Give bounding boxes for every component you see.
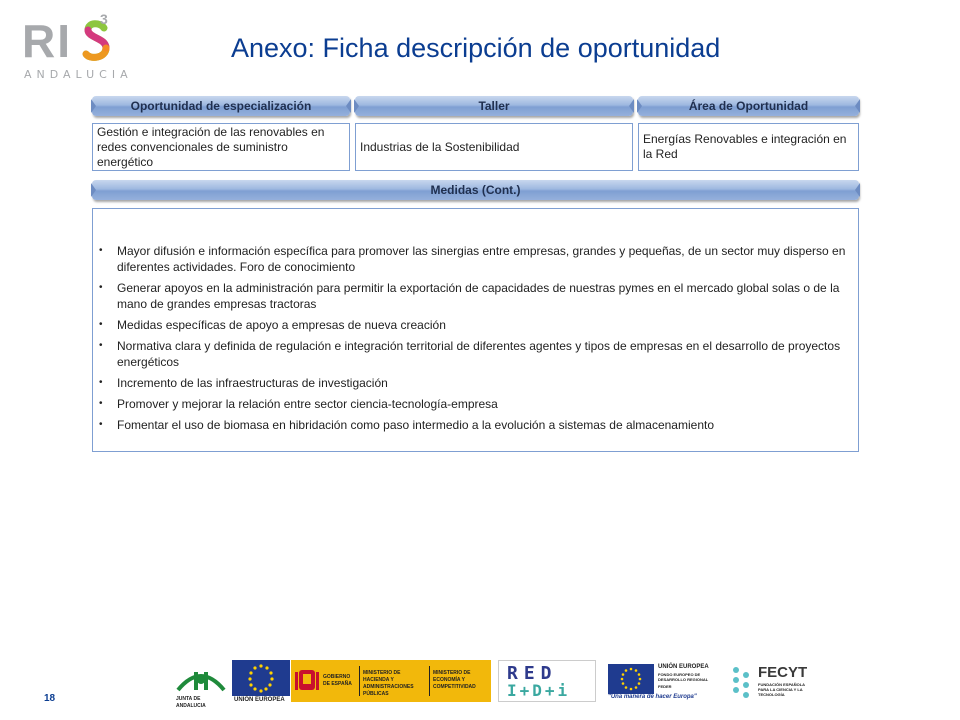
list-item — [93, 396, 860, 412]
measure-text: Fomentar el uso de biomasa en hibridación como paso intermedio a la evolución a sistemas de almacenamiento — [117, 418, 714, 432]
spain-coat-of-arms-icon — [295, 666, 319, 696]
junta-label: JUNTA DE ANDALUCIA — [176, 696, 206, 709]
measure-text: Generar apoyos en la administración para permitir la exportación de capacidades de nuestras pymes en el mercado global solas o de la mano de grandes empresas tractoras — [117, 281, 840, 311]
list-item — [93, 243, 860, 275]
value-oportunidad-text: Gestión e integración de las renovables en redes convencionales de suministro energético — [97, 124, 325, 169]
ue2-fondo: FONDO EUROPEO DE DESARROLLO REGIONAL — [658, 672, 709, 682]
list-item — [93, 375, 860, 391]
measure-text: Medidas específicas de apoyo a empresas de nueva creación — [117, 318, 446, 332]
min-hacienda-label: MINISTERIO DE HACIENDA Y ADMINISTRACIONES PÚBLICAS — [363, 670, 414, 697]
fecyt-sub-label: FUNDACIÓN ESPAÑOLA PARA LA CIENCIA Y LA TECNOLOGÍA — [758, 682, 805, 697]
bullet-icon: • — [99, 245, 103, 256]
header-taller-label: Taller — [478, 99, 510, 113]
fecyt-logo — [730, 660, 820, 702]
eu-flag-icon — [608, 664, 654, 694]
value-oportunidad — [92, 123, 350, 171]
bullet-icon: • — [99, 319, 103, 330]
bullet-icon: • — [99, 340, 103, 351]
fecyt-label: FECYT — [758, 664, 808, 681]
measure-text: Normativa clara y definida de regulación e integración territorial de diferentes agentes y tipos de empresas en el desarrollo de proyectos energéticos — [117, 339, 841, 369]
header-medidas — [92, 180, 859, 200]
divider — [429, 666, 430, 696]
gobierno-espana-logo — [291, 660, 491, 702]
ue-label: UNIÓN EUROPEA — [234, 697, 285, 703]
eu-flag-icon — [232, 660, 290, 696]
bullet-icon: • — [99, 282, 103, 293]
divider — [359, 666, 360, 696]
ris3-logo — [22, 14, 133, 84]
value-taller-text: Industrias de la Sostenibilidad — [360, 139, 520, 154]
fecyt-molecule-icon — [730, 666, 752, 698]
junta-emblem-icon — [172, 660, 230, 694]
min-economia-label: MINISTERIO DE ECONOMÍA Y COMPETITIVIDAD — [433, 670, 476, 690]
header-oportunidad — [92, 96, 350, 116]
header-area-label: Área de Oportunidad — [688, 99, 809, 113]
logo-superscript: 3 — [100, 14, 108, 27]
page-number: 18 — [44, 693, 56, 704]
list-item — [93, 280, 860, 312]
measure-text: Incremento de las infraestructuras de investigación — [117, 376, 388, 390]
junta-andalucia-logo — [172, 660, 230, 709]
logo-s-mark — [80, 14, 114, 68]
red-label: RED — [507, 663, 558, 684]
idi-label: I+D+i — [507, 681, 571, 700]
gobierno-label: GOBIERNO DE ESPAÑA — [323, 674, 352, 687]
header-medidas-label: Medidas (Cont.) — [430, 183, 521, 197]
ue2-motto: "Una manera de hacer Europa" — [608, 694, 697, 700]
value-area-text: Energías Renovables e integración en la Red — [643, 132, 847, 161]
measures-list — [93, 243, 860, 438]
measures-box — [92, 208, 859, 452]
value-taller — [355, 123, 633, 171]
header-oportunidad-label: Oportunidad de especialización — [130, 99, 312, 113]
list-item — [93, 317, 860, 333]
header-area — [638, 96, 859, 116]
logo-subtitle: ANDALUCIA — [24, 68, 133, 81]
logo-main-text: RI — [22, 15, 72, 67]
bullet-icon: • — [99, 398, 103, 409]
eu-logo — [232, 660, 290, 704]
measure-text: Promover y mejorar la relación entre sector ciencia-tecnología-empresa — [117, 397, 498, 411]
page-title: Anexo: Ficha descripción de oportunidad — [231, 33, 721, 63]
measure-text: Mayor difusión e información específica para promover las sinergias entre empresas, grandes y pequeñas, de un sector muy disperso en diferentes actividades. Foro de conocimiento — [117, 244, 846, 274]
list-item — [93, 417, 860, 433]
ue2-feder: FEDER — [658, 684, 672, 689]
bullet-icon: • — [99, 377, 103, 388]
bullet-icon: • — [99, 419, 103, 430]
list-item — [93, 338, 860, 370]
ue2-title: UNIÓN EUROPEA — [658, 664, 709, 670]
red-idi-logo — [498, 660, 596, 702]
header-taller — [355, 96, 633, 116]
value-area — [638, 123, 859, 171]
eu-feder-logo — [600, 660, 725, 702]
